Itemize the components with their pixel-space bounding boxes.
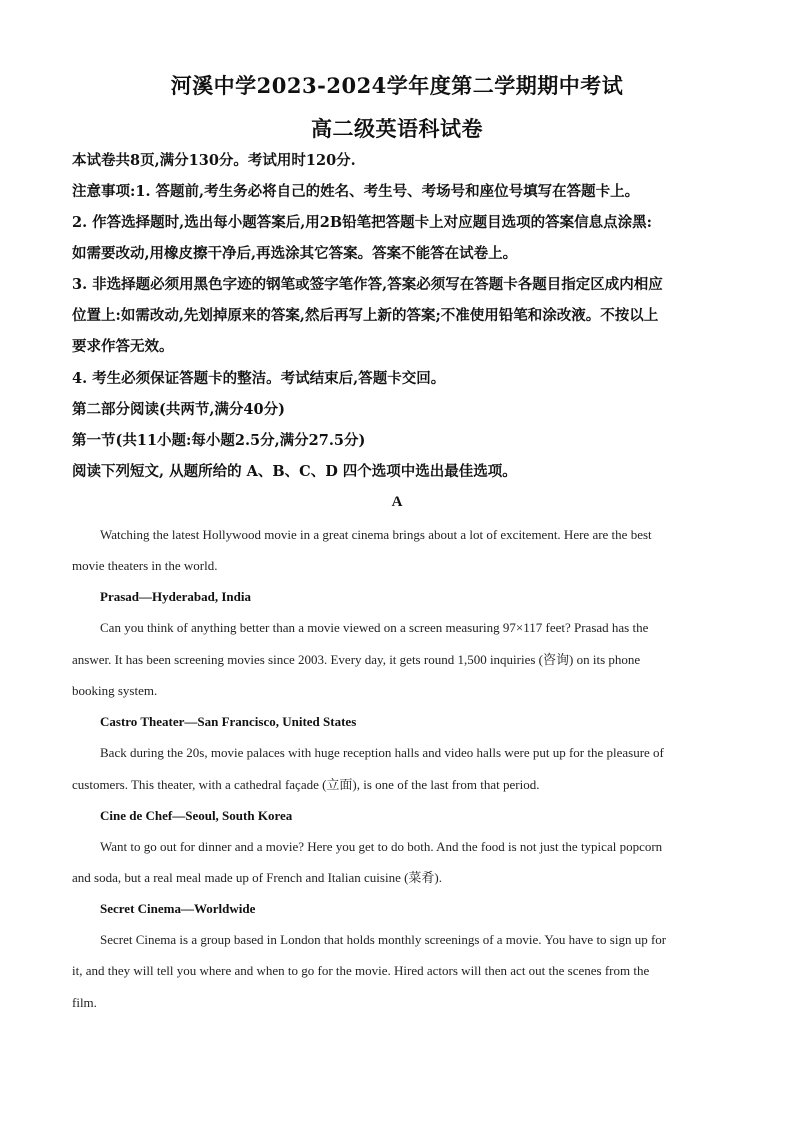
theater-heading: Castro Theater—San Francisco, United States [100,714,357,729]
paragraph-line: film. [72,995,97,1010]
theater-heading: Secret Cinema—Worldwide [100,901,256,916]
paragraph-line: booking system. [72,683,158,698]
instruction-line: 4. 考生必须保证答题卡的整洁。考试结束后,答题卡交回。 [72,370,446,387]
passage-intro: movie theaters in the world. [72,558,218,573]
instruction-line: 3. 非选择题必须用黑色字迹的钢笔或签字笔作答,答案必须写在答题卡各题目指定区成内相应 [72,276,663,293]
instruction-line: 2. 作答选择题时,选出每小题答案后,用2B铅笔把答题卡上对应题目选项的答案信息点涂黑: [72,214,652,231]
directions-text: 阅读下列短文, 从题所给的 A、B、C、D 四个选项中选出最佳选项。 [72,463,517,480]
paragraph-line: customers. This theater, with a cathedral façade (立面), is one of the last from that period. [72,777,540,792]
paragraph-line: Can you think of anything better than a movie viewed on a screen measuring 97×117 feet? Prasad has the [100,620,649,635]
passage-label: A [391,494,403,510]
instruction-line: 位置上:如需改动,先划掉原来的答案,然后再写上新的答案;不准使用铅笔和涂改液。不按以上 [72,307,659,324]
paragraph-line: answer. It has been screening movies since 2003. Every day, it gets round 1,500 inquiries (咨询) on its phone [72,652,641,667]
paragraph-line: Secret Cinema is a group based in London that holds monthly screenings of a movie. You have to sign up for [100,932,667,947]
exam-subtitle: 高二级英语科试卷 [311,116,483,141]
instruction-line: 注意事项:1. 答题前,考生务必将自己的姓名、考生号、考场号和座位号填写在答题卡上。 [72,183,640,200]
instruction-line: 如需要改动,用橡皮擦干净后,再选涂其它答案。答案不能答在试卷上。 [72,245,518,262]
part-heading: 第二部分阅读(共两节,满分40分) [72,401,285,418]
paragraph-line: it, and they will tell you where and when to go for the movie. Hired actors will then act out the scenes from the [72,963,650,978]
theater-heading: Cine de Chef—Seoul, South Korea [100,808,293,823]
theater-heading: Prasad—Hyderabad, India [100,589,251,604]
section-heading: 第一节(共11小题:每小题2.5分,满分27.5分) [72,432,366,449]
instruction-line: 要求作答无效。 [72,338,174,355]
instruction-line: 本试卷共8页,满分130分。考试用时120分. [72,152,356,169]
exam-title: 河溪中学2023-2024学年度第二学期期中考试 [170,73,624,98]
paragraph-line: Back during the 20s, movie palaces with huge reception halls and video halls were put up for the pleasure of [100,745,664,760]
paragraph-line: and soda, but a real meal made up of French and Italian cuisine (菜肴). [72,870,443,885]
passage-intro: Watching the latest Hollywood movie in a great cinema brings about a lot of excitement. Here are the best [100,527,652,542]
paragraph-line: Want to go out for dinner and a movie? Here you get to do both. And the food is not just the typical popcorn [100,839,663,854]
